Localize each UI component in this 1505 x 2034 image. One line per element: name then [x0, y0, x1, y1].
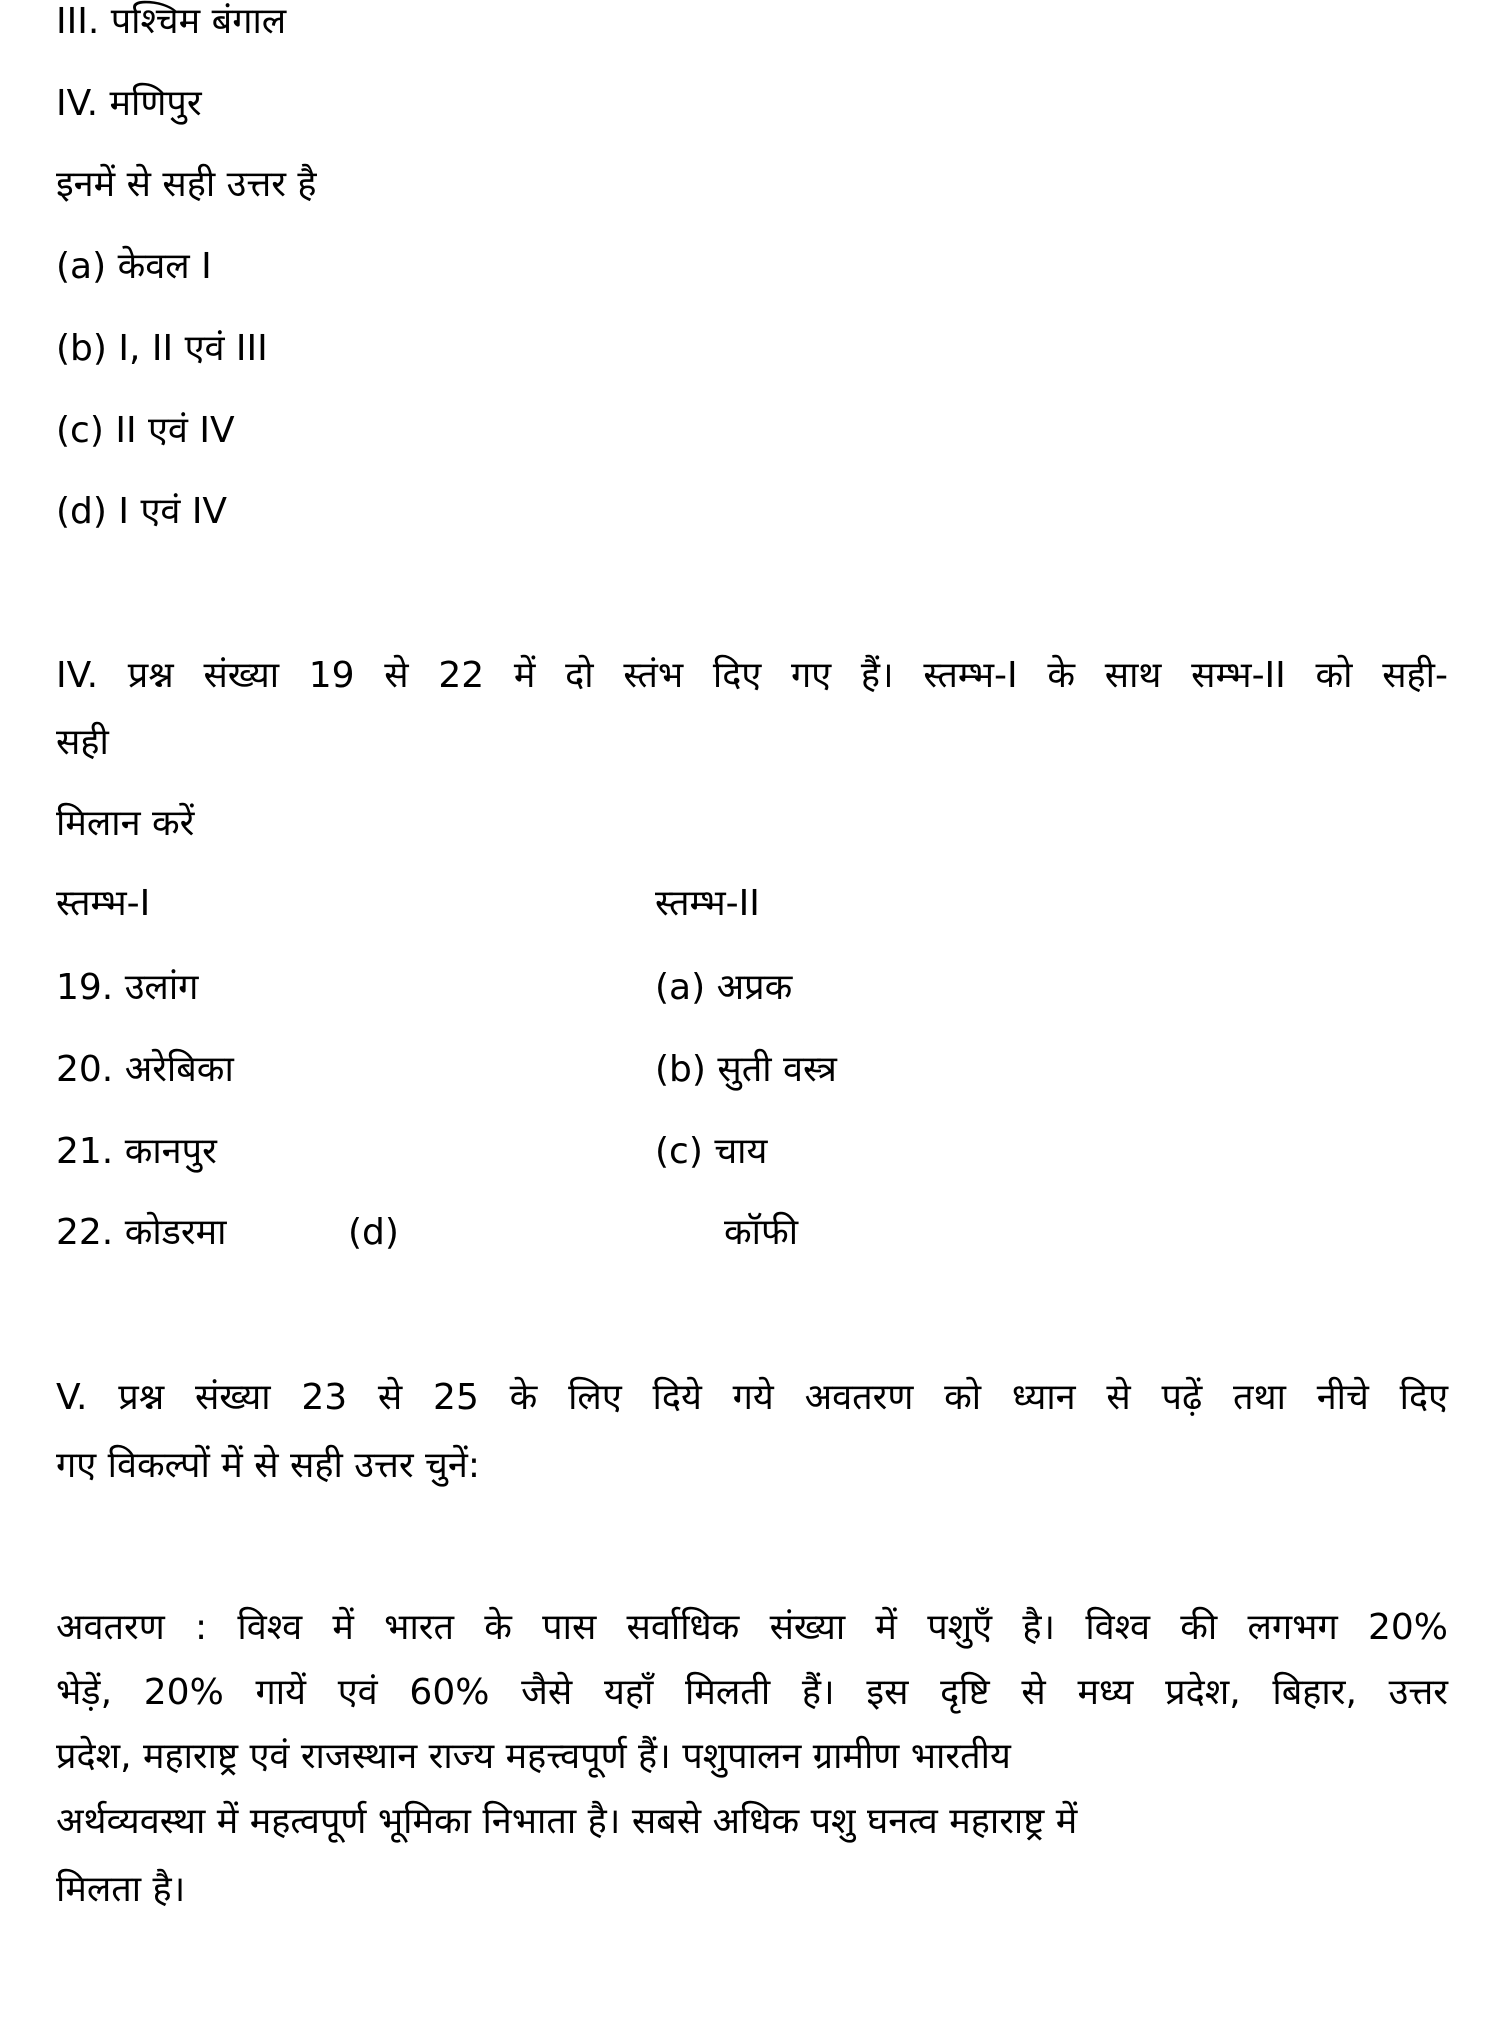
passage-line: प्रदेश, महाराष्ट्र एवं राजस्थान राज्य महत्त्वपूर्ण हैं। पशुपालन ग्रामीण भारतीय	[56, 1736, 1011, 1777]
match-left-item: 21. कानपुर	[56, 1131, 217, 1172]
list-item: III. पश्चिम बंगाल	[56, 1, 287, 42]
match-right-item: (b) सुती वस्त्र	[655, 1049, 837, 1090]
passage-line: भेड़ें, 20% गायें एवं 60% जैसे यहाँ मिलती हैं। इस दृष्टि से मध्य प्रदेश, बिहार, उत्तर	[56, 1672, 1448, 1713]
column-1-header: स्तम्भ-I	[56, 883, 151, 924]
option-a: (a) केवल I	[56, 246, 212, 287]
column-2-header: स्तम्भ-II	[655, 883, 760, 924]
option-b: (b) I, II एवं III	[56, 328, 268, 369]
passage-line: अवतरण : विश्व में भारत के पास सर्वाधिक संख्या में पशुएँ है। विश्व की लगभग 20%	[56, 1607, 1448, 1648]
match-right-item: (a) अप्रक	[655, 967, 793, 1008]
passage-line: मिलता है।	[56, 1869, 186, 1910]
match-left-item: 19. उलांग	[56, 967, 199, 1008]
question-prompt: इनमें से सही उत्तर है	[56, 164, 317, 205]
match-right-item: (c) चाय	[655, 1131, 768, 1172]
match-left-item: 22. कोडरमा	[56, 1212, 227, 1253]
option-d: (d) I एवं IV	[56, 491, 228, 532]
section-heading-cont: सही	[56, 722, 109, 763]
section-heading-cont: गए विकल्पों में से सही उत्तर चुनें:	[56, 1445, 480, 1486]
option-c: (c) II एवं IV	[56, 410, 235, 451]
match-right-item: कॉफी	[724, 1212, 799, 1253]
section-heading: V. प्रश्न संख्या 23 से 25 के लिए दिये गये अवतरण को ध्यान से पढ़ें तथा नीचे दिए	[56, 1377, 1448, 1418]
match-left-item: 20. अरेबिका	[56, 1049, 234, 1090]
list-item: IV. मणिपुर	[56, 83, 202, 124]
instruction: मिलान करें	[56, 803, 195, 844]
section-heading: IV. प्रश्न संख्या 19 से 22 में दो स्तंभ दिए गए हैं। स्तम्भ-I के साथ सम्भ-II को सही-	[56, 655, 1448, 696]
passage-line: अर्थव्यवस्था में महत्वपूर्ण भूमिका निभाता है। सबसे अधिक पशु घनत्व महाराष्ट्र में	[56, 1801, 1078, 1842]
match-label-d: (d)	[348, 1212, 399, 1253]
